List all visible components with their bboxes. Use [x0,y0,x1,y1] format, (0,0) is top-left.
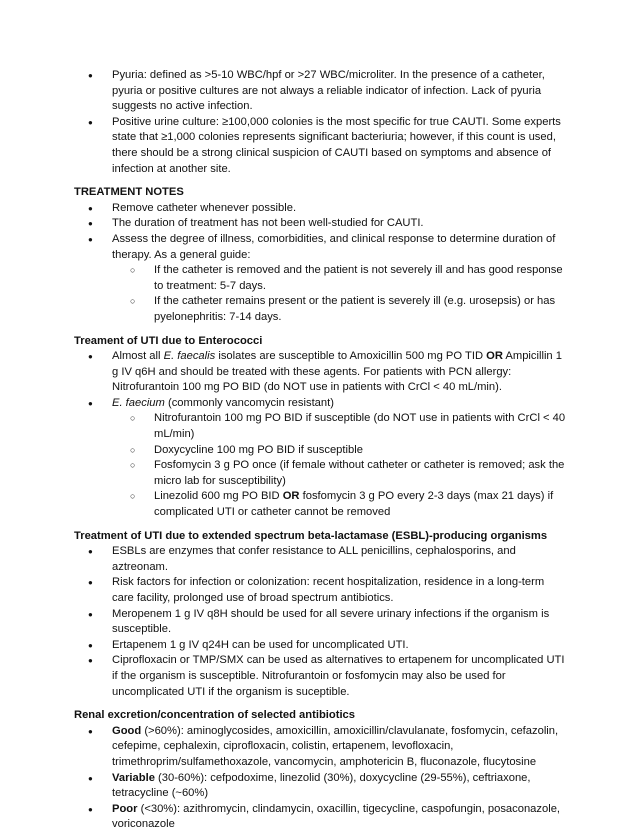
list-item [74,349,568,396]
diagnosis-section [74,68,568,177]
list-item: ● Meropenem 1 g IV q8H should be used for all severe urinary infections if the organism is susceptible. [74,607,568,638]
enterococci-section [74,334,568,521]
diagnosis-list [74,68,568,177]
list-item: ● Ciprofloxacin or TMP/SMX can be used as alternatives to ertapenem for uncomplicated UTI if the organism is susceptible. Nitrofurantoin or fosfomycin may also be used for uncomplicated UTI if the organism is suceptible. [74,653,568,700]
text-run: (commonly vancomycin resistant) [164,396,334,409]
section-heading: Renal excretion/concentration of selected antibiotics [74,709,355,722]
list-item-text: Assess the degree of illness, comorbidities, and clinical response to determine duration of therapy. As a general guide: [112,232,556,261]
esbl-section [74,529,568,701]
list-item [74,771,568,802]
renal-list [74,724,568,833]
section-heading: Treatment of UTI due to extended spectrum beta-lactamase (ESBL)-producing organisms [74,529,548,542]
list-item: ● Remove catheter whenever possible. [74,201,568,217]
category-label: Good [112,724,142,737]
list-item: ● ESBLs are enzymes that confer resistance to ALL penicillins, cephalosporins, and aztreonam. [74,544,568,575]
enterococci-list [74,349,568,521]
organism-name: E. faecalis [163,350,216,363]
list-item: ● Pyuria: defined as >5-10 WBC/hpf or >27 WBC/microliter. In the presence of a catheter, pyuria or positive cultures are not always a reliable indicator of infection. Lack of pyuria suggests no active infection. [74,68,568,115]
sub-list [112,263,568,325]
emphasis-or: OR [282,490,300,503]
category-label: Poor [112,802,138,815]
text-run: (<30%): azithromycin, clindamycin, oxacillin, tigecycline, caspofungin, posaconazole, voriconazole [112,802,561,831]
emphasis-or: OR [486,350,503,363]
renal-section [74,708,568,833]
list-item: ● Positive urine culture: ≥100,000 colonies is the most specific for true CAUTI. Some experts state that ≥1,000 colonies represents significant bacteriuria; however, if this count is used, there should be a strong clinical suspicion of CAUTI based on symptoms and absence of infection at another site. [74,115,568,177]
section-heading: Treament of UTI due to Enterococci [74,334,263,347]
list-item [74,396,568,521]
list-item [74,232,568,326]
list-item [74,802,568,833]
organism-name: E. faecium [112,396,165,409]
list-item [74,724,568,771]
list-item: ● Ertapenem 1 g IV q24H can be used for uncomplicated UTI. [74,638,568,654]
section-heading: TREATMENT NOTES [74,186,184,199]
sub-list-item: ○ Nitrofurantoin 100 mg PO BID if susceptible (do NOT use in patients with CrCl < 40 mL/min) [112,411,568,442]
sub-list-item: ○ Fosfomycin 3 g PO once (if female without catheter or catheter is removed; ask the micro lab for susceptibility) [112,458,568,489]
list-item: ● The duration of treatment has not been well-studied for CAUTI. [74,216,568,232]
sub-list-item [112,489,568,520]
esbl-list [74,544,568,700]
text-run: Linezolid 600 mg PO BID [154,490,283,503]
sub-list-item: ○ If the catheter is removed and the patient is not severely ill and has good response to treatment: 5-7 days. [112,263,568,294]
sub-list-item: ○ Doxycycline 100 mg PO BID if susceptible [112,443,568,459]
sub-list-item: ○ If the catheter remains present or the patient is severely ill (e.g. urosepsis) or has pyelonephritis: 7-14 days. [112,294,568,325]
sub-list [112,411,568,520]
category-label: Variable [112,771,155,784]
text-run: (>60%): aminoglycosides, amoxicillin, amoxicillin/clavulanate, fosfomycin, cefazolin, cefepime, cephalexin, ciprofloxacin, colistin, ertapenem, levofloxacin, trimethroprim/sulfamethoxazole, vancomycin, amphotericin B, fluconazole, flucytosine [112,724,559,768]
text-run: (30-60%): cefpodoxime, linezolid (30%), doxycycline (29-55%), ceftriaxone, tetracycline (~60%) [112,771,531,800]
treatment-notes-section [74,185,568,325]
treatment-list [74,201,568,326]
text-run: Almost all [112,350,164,363]
text-run: isolates are susceptible to Amoxicillin 500 mg PO TID [215,350,487,363]
text-run: fosfomycin 3 g PO every 2-3 days (max 21 days) if complicated UTI or catheter cannot be removed [154,490,554,519]
text-run: Ampicillin 1 g IV q6H and should be treated with these agents. For patients with PCN allergy: Nitrofurantoin 100 mg PO BID (do NOT use in patients with CrCl < 40 mL/min). [112,350,562,394]
list-item: ● Risk factors for infection or colonization: recent hospitalization, residence in a long-term care facility, prolonged use of broad spectrum antibiotics. [74,575,568,606]
